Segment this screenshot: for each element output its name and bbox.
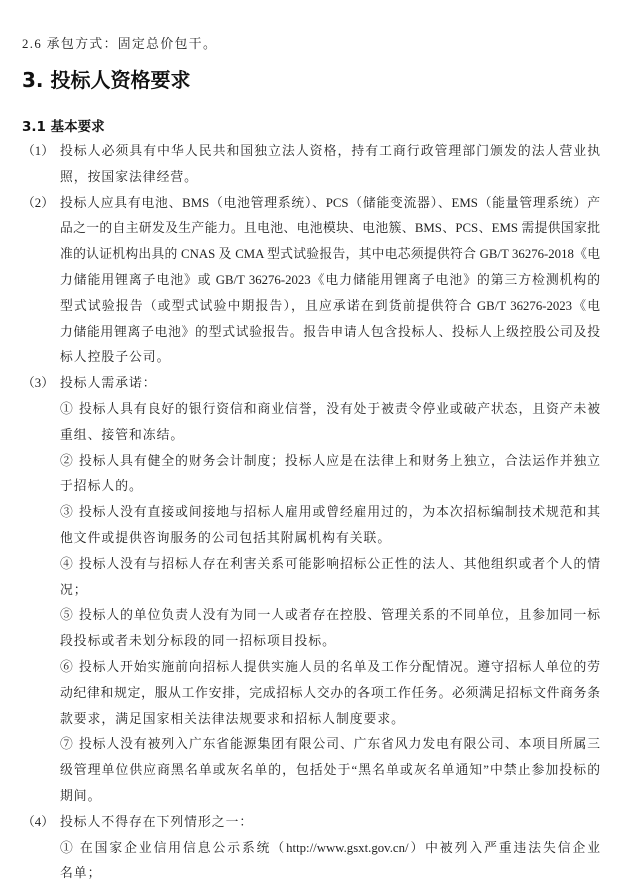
commitment-item-4 xyxy=(60,552,600,604)
text-line: 投标人需承诺： xyxy=(60,376,157,391)
commitment-item-7 xyxy=(60,732,600,809)
requirement-item-4 xyxy=(22,810,600,887)
text-line: 力储能用锂离子电池》的型式试验报告。报告申请人包含投标人、投标人上级控股公司及投 xyxy=(60,324,600,339)
requirement-item-2 xyxy=(22,191,600,372)
commitment-item-5 xyxy=(60,603,600,655)
text-line: 期间。 xyxy=(60,788,102,803)
text-line xyxy=(60,500,600,526)
sub-list-marker: ② xyxy=(60,453,73,468)
text-line-content: 在国家企业信用信息公示系统（http://www.gsxt.gov.cn/）中被列入严重违法失信企业 xyxy=(78,840,600,855)
list-marker: （2） xyxy=(22,195,54,210)
sub-list-marker: ① xyxy=(60,840,73,855)
section-heading: 3. 投标人资格要求 xyxy=(22,68,191,92)
text-line xyxy=(60,552,600,578)
list-marker: （3） xyxy=(22,376,54,391)
text-line-content: 投标人没有被列入广东省能源集团有限公司、广东省风力发电有限公司、本项目所属三 xyxy=(78,737,600,752)
requirements-list xyxy=(22,139,600,887)
text-line: 型式试验报告（或型式试验中期报告），且应承诺在到货前提供符合 GB/T 36276-2023《电 xyxy=(60,298,600,313)
text-line-content: 投标人具有健全的财务会计制度；投标人应是在法律上和财务上独立，合法运作并独立 xyxy=(78,453,600,468)
sub-list-marker: ⑤ xyxy=(60,608,73,623)
contract-method-line: 2.6 承包方式：固定总价包干。 xyxy=(22,37,218,51)
text-line: 级管理单位供应商黑名单或灰名单的，包括处于“黑名单或灰名单通知”中禁止参加投标的 xyxy=(60,763,600,778)
requirement-item-1 xyxy=(22,139,600,191)
text-line xyxy=(60,836,600,862)
commitment-item-6 xyxy=(60,655,600,732)
text-line-content: 投标人的单位负责人没有为同一人或者存在控股、管理关系的不同单位，且参加同一标 xyxy=(78,608,600,623)
text-line: 款要求，满足国家相关法律法规要求和招标人制度要求。 xyxy=(60,711,405,726)
text-line xyxy=(60,655,600,681)
text-line: 动纪律和规定，服从工作安排，完成招标人交办的各项工作任务。必须满足招标文件商务条 xyxy=(60,685,600,700)
text-line: 品之一的自主研发及生产能力。且电池、电池模块、电池簇、BMS、PCS、EMS 需提供国家批 xyxy=(60,221,600,236)
text-line xyxy=(60,449,600,475)
text-line: 投标人必须具有中华人民共和国独立法人资格，持有工商行政管理部门颁发的法人营业执 xyxy=(60,144,600,158)
text-line: 准的认证机构出具的 CNAS 及 CMA 型式试验报告，其中电芯须提供符合 GB/T 36276-2018《电 xyxy=(60,247,600,262)
sub-list-marker: ⑥ xyxy=(60,659,73,674)
text-line: 名单； xyxy=(60,866,102,881)
text-line: 况； xyxy=(60,582,88,597)
text-line: 投标人不得存在下列情形之一： xyxy=(60,814,254,829)
text-line: 重组、接管和冻结。 xyxy=(60,427,185,442)
sub-list-marker: ④ xyxy=(60,556,73,571)
subsection-heading: 3.1 基本要求 xyxy=(22,119,105,135)
list-marker: （4） xyxy=(22,814,54,829)
commitment-item-3 xyxy=(60,500,600,552)
text-line xyxy=(60,603,600,629)
text-line: 投标人应具有电池、BMS（电池管理系统）、PCS（储能变流器）、EMS（能量管理系统）产 xyxy=(60,195,600,210)
text-line: 于招标人的。 xyxy=(60,479,143,494)
text-line-content: 投标人具有良好的银行资信和商业信誉，没有处于被责令停业或破产状态，且资产未被 xyxy=(78,401,600,416)
sub-list-marker: ⑦ xyxy=(60,737,73,752)
list-marker: （1） xyxy=(22,144,54,158)
text-line-content: 投标人没有与招标人存在利害关系可能影响招标公正性的法人、其他组织或者个人的情 xyxy=(78,556,600,571)
text-line xyxy=(60,732,600,758)
text-line: 照，按国家法律经营。 xyxy=(60,169,198,184)
text-line-content: 投标人没有直接或间接地与招标人雇用或曾经雇用过的，为本次招标编制技术规范和其 xyxy=(78,505,600,520)
commitment-item-1 xyxy=(60,397,600,449)
text-line: 他文件或提供咨询服务的公司包括其附属机构有关联。 xyxy=(60,530,392,545)
text-line: 力储能用锂离子电池》或 GB/T 36276-2023《电力储能用锂离子电池》的第三方检测机构的 xyxy=(60,272,600,287)
text-line: 段投标或者未划分标段的同一招标项目投标。 xyxy=(60,634,336,649)
exclusion-item-1 xyxy=(60,836,600,888)
text-line xyxy=(60,397,600,423)
commitment-item-2 xyxy=(60,449,600,501)
text-line-content: 投标人开始实施前向招标人提供实施人员的名单及工作分配情况。遵守招标人单位的劳 xyxy=(78,659,600,674)
text-line: 标人控股子公司。 xyxy=(60,350,171,365)
sub-list-marker: ① xyxy=(60,401,73,416)
requirement-item-3 xyxy=(22,371,600,810)
sub-list-marker: ③ xyxy=(60,505,73,520)
